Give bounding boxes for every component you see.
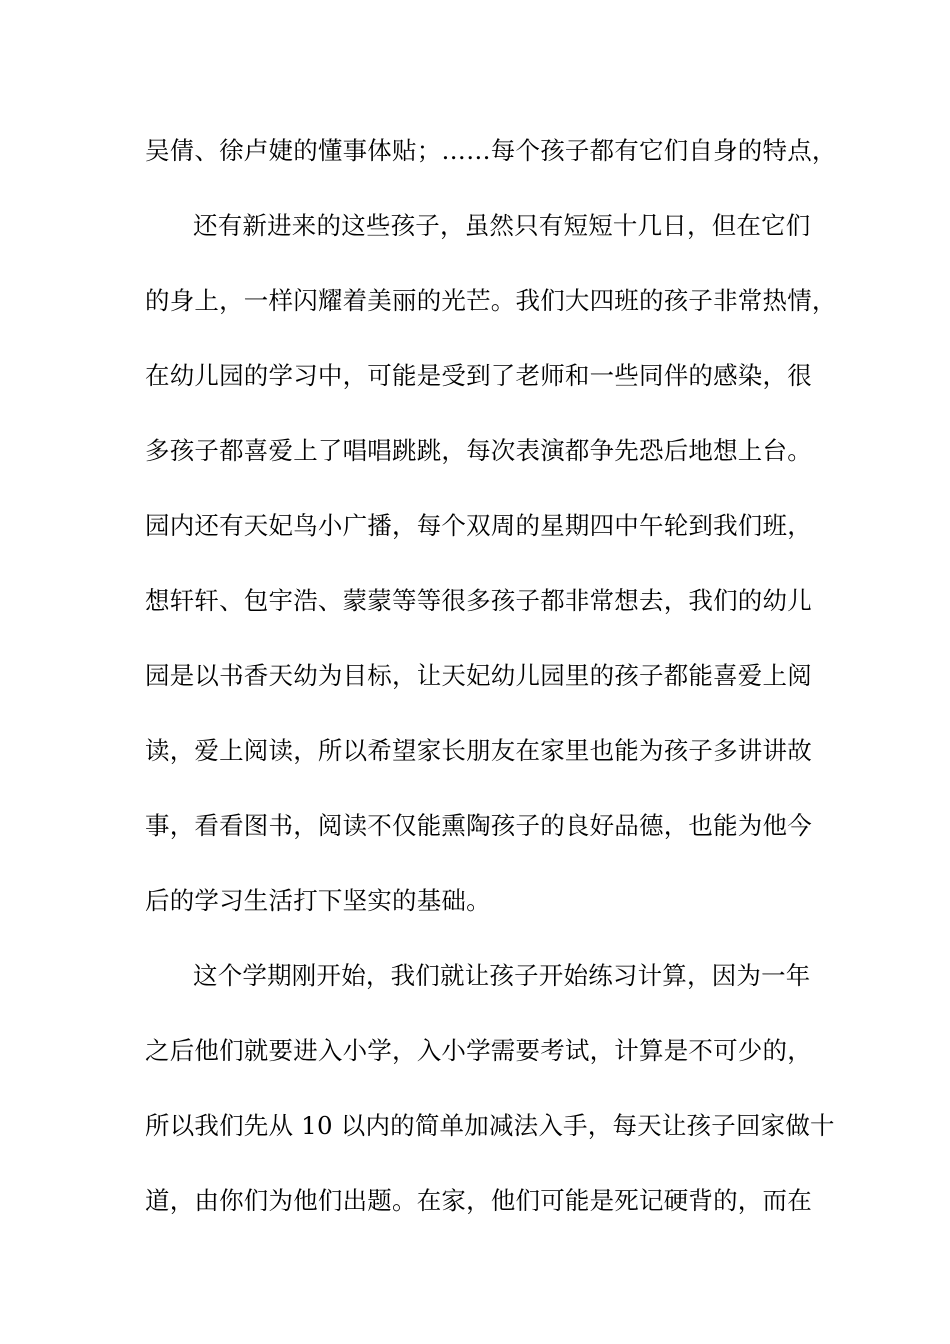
text-line: 的身上，一样闪耀着美丽的光芒。我们大四班的孩子非常热情， <box>145 286 837 315</box>
text-line: 园内还有天妃鸟小广播，每个双周的星期四中午轮到我们班， <box>145 511 812 540</box>
text-line: 在幼儿园的学习中，可能是受到了老师和一些同伴的感染，很 <box>145 361 812 390</box>
text-line: 之后他们就要进入小学，入小学需要考试，计算是不可少的， <box>145 1036 812 1065</box>
paragraph-start-line: 这个学期刚开始，我们就让孩子开始练习计算，因为一年 <box>193 961 811 990</box>
text-line: 后的学习生活打下坚实的基础。 <box>145 886 491 915</box>
text-line: 所以我们先从 10 以内的简单加减法入手，每天让孩子回家做十 <box>145 1111 835 1140</box>
text-line: 吴倩、徐卢婕的懂事体贴；……每个孩子都有它们自身的特点， <box>145 136 837 165</box>
text-line: 道，由你们为他们出题。在家，他们可能是死记硬背的，而在 <box>145 1186 812 1215</box>
text-line: 多孩子都喜爱上了唱唱跳跳，每次表演都争先恐后地想上台。 <box>145 436 812 465</box>
text-line: 读，爱上阅读，所以希望家长朋友在家里也能为孩子多讲讲故 <box>145 736 812 765</box>
paragraph-start-line: 还有新进来的这些孩子，虽然只有短短十几日，但在它们 <box>193 211 811 240</box>
text-line: 园是以书香天幼为目标，让天妃幼儿园里的孩子都能喜爱上阅 <box>145 661 812 690</box>
text-line: 事，看看图书，阅读不仅能熏陶孩子的良好品德，也能为他今 <box>145 811 812 840</box>
text-line: 想轩轩、包宇浩、蒙蒙等等很多孩子都非常想去，我们的幼儿 <box>145 586 812 615</box>
